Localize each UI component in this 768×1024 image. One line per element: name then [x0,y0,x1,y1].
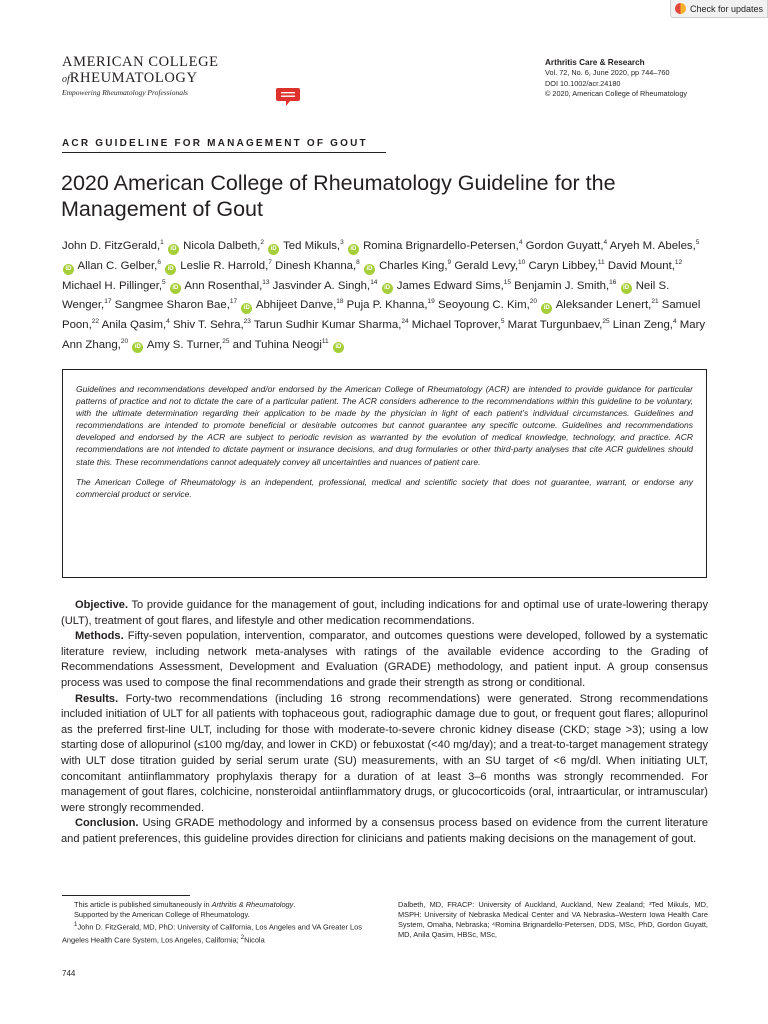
abstract [61,598,708,848]
logo-rheumatology: RHEUMATOLOGY [69,70,198,86]
author-list [62,235,712,353]
orcid-icon[interactable]: iD [132,342,143,353]
author-affiliation-sup: 25 [222,337,230,345]
footnote-rule [62,895,190,896]
author-name: Amy S. Turner, [146,338,223,351]
orcid-icon[interactable]: iD [382,283,393,294]
methods-label: Methods. [75,630,124,643]
author-name: Tarun Sudhir Kumar Sharma, [253,318,402,331]
orcid-icon[interactable]: iD [168,244,179,255]
orcid-icon[interactable]: iD [348,244,359,255]
author-affiliation-sup: 20 [529,298,537,306]
orcid-icon[interactable]: iD [268,244,279,255]
author-name: Sangmee Sharon Bae, [114,299,230,312]
author-affiliation-sup: 17 [104,298,112,306]
author-name: Ted Mikuls, [283,239,341,252]
author-name: David Mount, [607,259,675,272]
author-name: Ann Rosenthal, [184,279,263,292]
author-affiliation-sup: 11 [597,258,605,266]
check-updates-label: Check for updates [690,3,764,14]
orcid-icon[interactable]: iD [170,283,181,294]
author-name: Michael Toprover, [411,318,501,331]
logo-line2 [62,70,219,88]
author-affiliation-sup: 12 [674,258,683,266]
section-heading: ACR GUIDELINE FOR MANAGEMENT OF GOUT [62,138,368,149]
author-affiliation-sup: 3 [340,239,344,246]
author-affiliation-sup: 4 [603,239,608,246]
orcid-icon[interactable]: iD [165,264,176,275]
author-affiliation-sup: 14 [370,278,378,286]
abstract-methods [61,629,708,691]
objective-text: To provide guidance for the management of gout, including indications for and optimal use of urate-lowering therapy (ULT), treatment of gout flares, and lifestyle and other medication recommendations. [61,599,709,627]
author-name: Gerald Levy, [454,259,519,272]
author-affiliation-sup: 8 [356,258,360,266]
author-name: Seoyoung C. Kim, [437,299,530,312]
abstract-conclusion [61,816,708,847]
abstract-results [61,692,708,817]
author-affiliation-sup: 20 [120,337,129,345]
footnote-published [62,900,372,910]
author-affiliation-sup: 19 [427,298,435,306]
author-affiliation-sup: 4 [166,318,170,326]
conclusion-label: Conclusion. [75,817,139,830]
orcid-icon[interactable]: iD [541,303,552,314]
author-affiliation-sup: 5 [500,318,505,326]
aff1-text: John D. FitzGerald, MD, PhD: University of California, Los Angeles and VA Greater Los Angeles Health Care System, Los Angeles, California; [62,922,362,945]
footnote-affiliations [62,920,372,945]
author-affiliation-sup: 15 [503,278,511,286]
aff1-sup: 1 [74,921,78,929]
footnotes-right [398,900,708,940]
disclaimer-paragraph-1: Guidelines and recommendations developed and/or endorsed by the American College of Rheumatology (ACR) are intended to provide guidance for particular patterns of practice and not to dictate the care of a particular patient. The ACR considers adherence to the recommendations within this guideline to be voluntary, with the ultimate determination regarding their application to be made by the physician in light of each patient’s individual circumstances. Guidelines and recommendations are intended to promote beneficial or desirable outcomes but cannot guarantee any specific outcome. Guidelines and recommendations developed and endorsed by the ACR are subject to periodic revision as warranted by the evolution of medical knowledge, technology, and practice. ACR recommendations are not intended to dictate payment or insurance decisions, and drug formularies or other third-party analyses that cite ACR guidelines should state this. These recommendations cannot adequately convey all uncertainties and nuances of patient care. [76,384,693,467]
author-affiliation-sup: 21 [651,298,659,306]
author-affiliation-sup: 2 [260,239,264,246]
results-text: Forty-two recommendations (including 16 strong recommendations) were generated. Strong recommendations included initiation of ULT for all patients with tophaceous gout, radiographic damage due to gout, or frequent gout flares; allopurinol as the preferred first-line ULT, including for those with moderate-to-severe chronic kidney disease (CKD; stage >3); using a low starting dose of allopurinol (≤100 mg/day, and lower in CKD) or febuxostat (<40 mg/day); and a treat-to-target management strategy with ULT dose titration guided by serial serum urate (SU) measurements, with an SU target of <6 mg/dl. When initiating ULT, concomitant antiinflammatory prophylaxis therapy for a duration of at least 3–6 months was strongly recommended. For management of gout flares, colchicine, nonsteroidal antiinflammatory drugs, or glucocorticoids (oral, intraarticular, or intramuscular) were strongly recommended. [61,692,708,814]
author-affiliation-sup: 7 [268,258,272,266]
author-name: Romina Brignardello-Petersen, [363,239,519,252]
journal-volume: Vol. 72, No. 6, June 2020, pp 744–760 [545,68,670,78]
logo-line1: AMERICAN COLLEGE [62,54,219,70]
author-name: Michael H. Pillinger, [62,279,163,292]
orcid-icon[interactable]: iD [333,342,344,353]
author-name: and Tuhina Neogi [232,338,322,351]
methods-text: Fifty-seven population, intervention, comparator, and outcomes questions were developed, followed by a systematic literature review, including network meta-analyses with ratings of the available evidence according to the Grading of Recommendations Assessment, Development and Evaluation (GRADE) methodology, and patient input. A group consensus process was used to compose the final recommendations and grade their strength as strong or conditional. [61,630,708,689]
author-name: Jasvinder A. Singh, [272,279,371,292]
author-affiliation-sup: 25 [602,318,610,326]
disclaimer-box [62,369,707,578]
author-affiliation-sup: 9 [447,258,452,266]
disclaimer-paragraph-2: The American College of Rheumatology is an independent, professional, medical and scientific society that does not guarantee, warrant, or endorse any commercial product or service. [76,477,693,500]
author-affiliation-sup: 23 [243,318,251,326]
author-name: Benjamin J. Smith, [514,279,610,292]
author-name: Neil S. Wenger, [62,279,670,312]
author-name: Leslie R. Harrold, [180,259,269,272]
author-affiliation-sup: 22 [91,318,100,326]
author-affiliation-sup: 24 [401,318,409,326]
author-affiliation-sup: 18 [336,298,344,306]
aff2-sup: 2 [240,933,245,941]
author-affiliation-sup: 17 [229,298,238,306]
author-affiliation-sup: 5 [162,278,166,286]
footnotes-left [62,900,372,945]
author-affiliation-sup: 4 [672,318,677,326]
section-rule [62,152,386,153]
logo-tagline: Empowering Rheumatology Professionals [62,88,188,97]
author-name: Linan Zeng, [612,318,673,331]
author-affiliation-sup: 11 [321,337,329,345]
author-affiliation-sup: 13 [262,278,270,286]
author-name: James Edward Sims, [396,279,504,292]
orcid-icon[interactable]: iD [63,264,74,275]
author-affiliation-sup: 6 [157,258,161,266]
abstract-objective [61,598,708,629]
author-name: Nicola Dalbeth, [183,239,261,252]
orcid-icon[interactable]: iD [241,303,252,314]
aff2-start: Nicola [244,935,265,945]
author-name: Aleksander Lenert, [555,299,652,312]
logo-of: of [62,74,70,85]
objective-label: Objective. [75,599,129,611]
author-affiliation-sup: 5 [695,239,700,246]
author-name: Caryn Libbey, [528,259,598,272]
page-number: 744 [62,969,76,978]
author-name: Mary Ann Zhang, [62,318,706,351]
author-name: Samuel Poon, [62,299,701,331]
orcid-icon[interactable]: iD [621,283,632,294]
author-name: Marat Turgunbaev, [507,318,603,331]
author-name: Anila Qasim, [101,318,167,331]
journal-name: Arthritis Care & Research [545,58,645,67]
author-name: John D. FitzGerald, [62,239,161,252]
author-name: Shiv T. Sehra, [172,318,244,331]
author-name: Dinesh Khanna, [275,259,357,272]
check-updates-icon [675,3,686,14]
comment-icon[interactable] [275,86,301,108]
author-affiliation-sup: 4 [518,239,523,246]
journal-doi: DOI 10.1002/acr.24180 [545,78,621,88]
journal-copyright: © 2020, American College of Rheumatology [545,88,688,98]
author-name: Aryeh M. Abeles, [609,239,696,252]
published-suffix: . [293,900,296,909]
author-affiliation-sup: 10 [518,258,526,266]
journal-info [545,58,687,99]
author-name: Gordon Guyatt, [525,239,604,252]
author-affiliation-sup: 1 [160,239,164,246]
footnote-affiliations-cont: Dalbeth, MD, FRACP: University of Auckland, Auckland, New Zealand; ³Ted Mikuls, MD, MSPH: University of Nebraska Medical Center and VA Nebraska–Western Iowa Health Care System, Omaha, Nebraska; ⁴Romina Brignardello-Petersen, DDS, MSc, PhD, Gordon Guyatt, MD, Anila Qasim, HBSc, MSc, [398,900,708,940]
author-name: Abhijeet Danve, [255,299,337,312]
orcid-icon[interactable]: iD [364,264,375,275]
published-prefix: This article is published simultaneously in [74,900,212,909]
check-for-updates-button[interactable] [670,0,768,18]
article-title: 2020 American College of Rheumatology Guideline for the Management of Gout [61,171,616,221]
acr-logo [62,54,219,98]
results-label: Results. [75,692,119,705]
author-name: Allan C. Gelber, [77,259,158,272]
conclusion-text: Using GRADE methodology and informed by a consensus process based on evidence from the current literature and patient preferences, this guideline provides direction for clinicians and patients making decisions on the management of gout. [61,817,708,845]
footnote-supported: Supported by the American College of Rheumatology. [74,910,250,920]
author-name: Charles King, [379,259,448,272]
published-journal: Arthritis & Rheumatology [211,900,294,909]
author-name: Puja P. Khanna, [346,299,428,312]
author-affiliation-sup: 16 [609,278,617,286]
